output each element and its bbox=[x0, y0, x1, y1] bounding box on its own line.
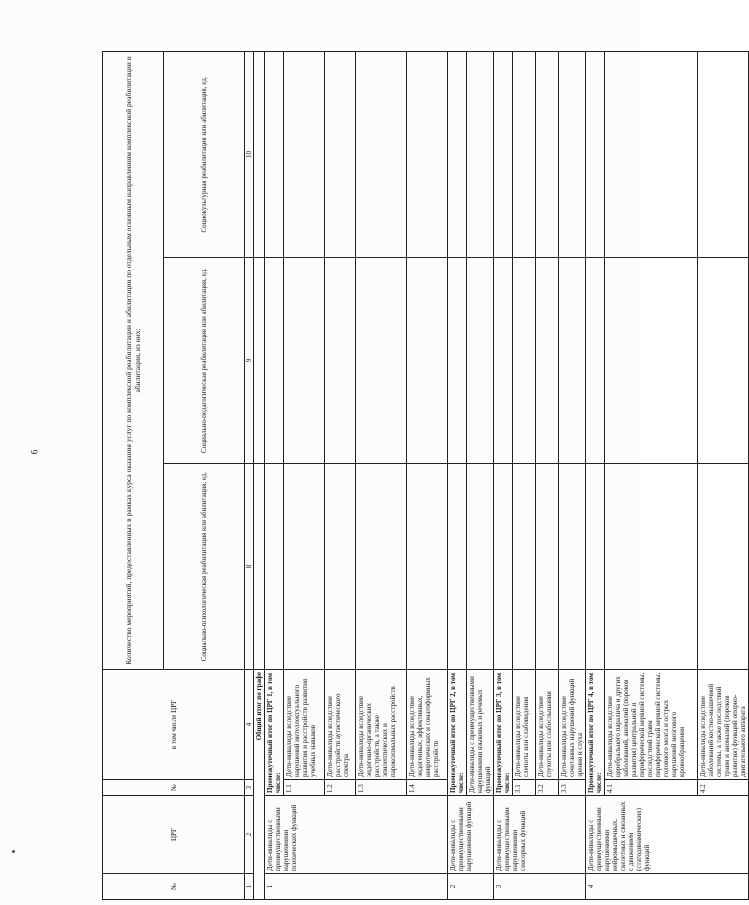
column-number-row bbox=[245, 51, 254, 899]
colnum-1: 1 bbox=[245, 874, 254, 900]
row-no: 3.1 bbox=[513, 780, 536, 796]
colnum-10: 10 bbox=[245, 51, 254, 257]
table-row bbox=[698, 51, 749, 899]
table-row bbox=[284, 51, 325, 899]
row-no: 3.2 bbox=[536, 780, 559, 796]
group-no: 1 bbox=[265, 874, 448, 900]
colnum-2: 2 bbox=[245, 796, 254, 874]
row-text: Дети-инвалиды вследствие церебрального паралича и других заболеваний, аномалий (пороков развития) центральной и периферической нервной системы, последствий травм периферической нервной системы, головного мозга и острых нарушений мозгового кровообращения bbox=[605, 670, 698, 780]
subtotal-label: Промежуточный итог по ЦРГ 4, в том числе: bbox=[586, 670, 605, 796]
row-text: Дети-инвалиды вследствие заболеваний костно-мышечной системы, а также последствий травм и аномалий (пороков развития) функций опорно-двигательного аппарата bbox=[698, 670, 749, 780]
header-top-title: Количество мероприятий, предоставленных в рамках курса оказания услуг по комплексной реабилитации и абилитации по отдельным основным направлениям комплексной реабилитации и абилитации, из них: bbox=[103, 51, 164, 669]
colnum-4: 4 bbox=[245, 670, 254, 780]
row-text: Дети-инвалиды с преимущественными нарушениями языковых и речевых функций bbox=[467, 670, 494, 796]
row-text: Дети-инвалиды вследствие глухоты или слабослышания bbox=[536, 670, 559, 780]
table-row bbox=[467, 51, 494, 899]
rotated-table-sheet bbox=[102, 52, 747, 900]
total-row bbox=[254, 51, 265, 899]
header-sub-no: № bbox=[103, 780, 245, 796]
header-crg: ЦРГ bbox=[103, 796, 245, 874]
row-text: Дети-инвалиды вследствие слепоты или слабовидения bbox=[513, 670, 536, 780]
subtotal-label: Промежуточный итог по ЦРГ 2, в том числе: bbox=[448, 670, 467, 796]
row-no: 1.4 bbox=[407, 780, 448, 796]
table-row bbox=[356, 51, 407, 899]
table-row bbox=[407, 51, 448, 899]
group-no: 3 bbox=[494, 874, 586, 900]
group-name: Дети-инвалиды с преимущественными нарушениями сенсорных функций bbox=[494, 796, 586, 874]
colnum-9: 9 bbox=[245, 258, 254, 464]
row-no: 4.1 bbox=[605, 780, 698, 796]
row-text: Дети-инвалиды вследствие сочетанных нарушений функций зрения и слуха bbox=[559, 670, 586, 780]
group-name: Дети-инвалиды с преимущественными нарушениями функций bbox=[448, 796, 494, 874]
group-name: Дети-инвалиды с преимущественными нарушениями психических функций bbox=[265, 796, 448, 874]
colnum-8: 8 bbox=[245, 464, 254, 670]
row-no: 4.2 bbox=[698, 780, 749, 796]
group-no: 2 bbox=[448, 874, 494, 900]
row-no: 3.3 bbox=[559, 780, 586, 796]
header-col-8: Социально-психологическая реабилитация или абилитация, ед. bbox=[164, 464, 245, 670]
page-number: 6 bbox=[29, 449, 40, 455]
table-row bbox=[494, 51, 513, 899]
scan-speck bbox=[12, 850, 15, 853]
table-row bbox=[448, 51, 467, 899]
table-row bbox=[325, 51, 356, 899]
total-row-label: Общий итог по графе bbox=[254, 670, 265, 900]
row-text: Дети-инвалиды вследствие эндогенно-органических расстройств, а также эпилептических и пароксизмальных расстройств bbox=[356, 670, 407, 780]
table-row bbox=[536, 51, 559, 899]
table-row bbox=[513, 51, 536, 899]
group-no: 4 bbox=[586, 874, 749, 900]
header-col-10: Социокультурная реабилитация или абилитация, ед. bbox=[164, 51, 245, 257]
colnum-3: 3 bbox=[245, 780, 254, 796]
row-no: 1.3 bbox=[356, 780, 407, 796]
header-no: № bbox=[103, 874, 245, 900]
header-sub-crg: в том числе ЦРГ bbox=[103, 670, 245, 780]
row-text: Дети-инвалиды вследствие расстройств аутистического спектра bbox=[325, 670, 356, 780]
group-name: Дети-инвалиды с преимущественными нарушениями нейромышечных, скелетных и связанных с движением (статодинамических) функций bbox=[586, 796, 749, 874]
row-text: Дети-инвалиды вследствие эндогенных, аффективных, невротических и соматоформных расстройств bbox=[407, 670, 448, 780]
table-row bbox=[605, 51, 698, 899]
table-row bbox=[559, 51, 586, 899]
row-text: Дети-инвалиды вследствие нарушений интеллектуального развития и расстройств развития учебных навыков bbox=[284, 670, 325, 780]
row-no: 1.1 bbox=[284, 780, 325, 796]
table-row bbox=[265, 51, 284, 899]
header-col-9: Социально-педагогическая реабилитация или абилитация, ед. bbox=[164, 258, 245, 464]
table-row bbox=[586, 51, 605, 899]
rehabilitation-table bbox=[102, 51, 749, 900]
subtotal-label: Промежуточный итог по ЦРГ 1, в том числе: bbox=[265, 670, 284, 796]
row-no: 1.2 bbox=[325, 780, 356, 796]
subtotal-label: Промежуточный итог по ЦРГ 3, в том числе: bbox=[494, 670, 513, 796]
